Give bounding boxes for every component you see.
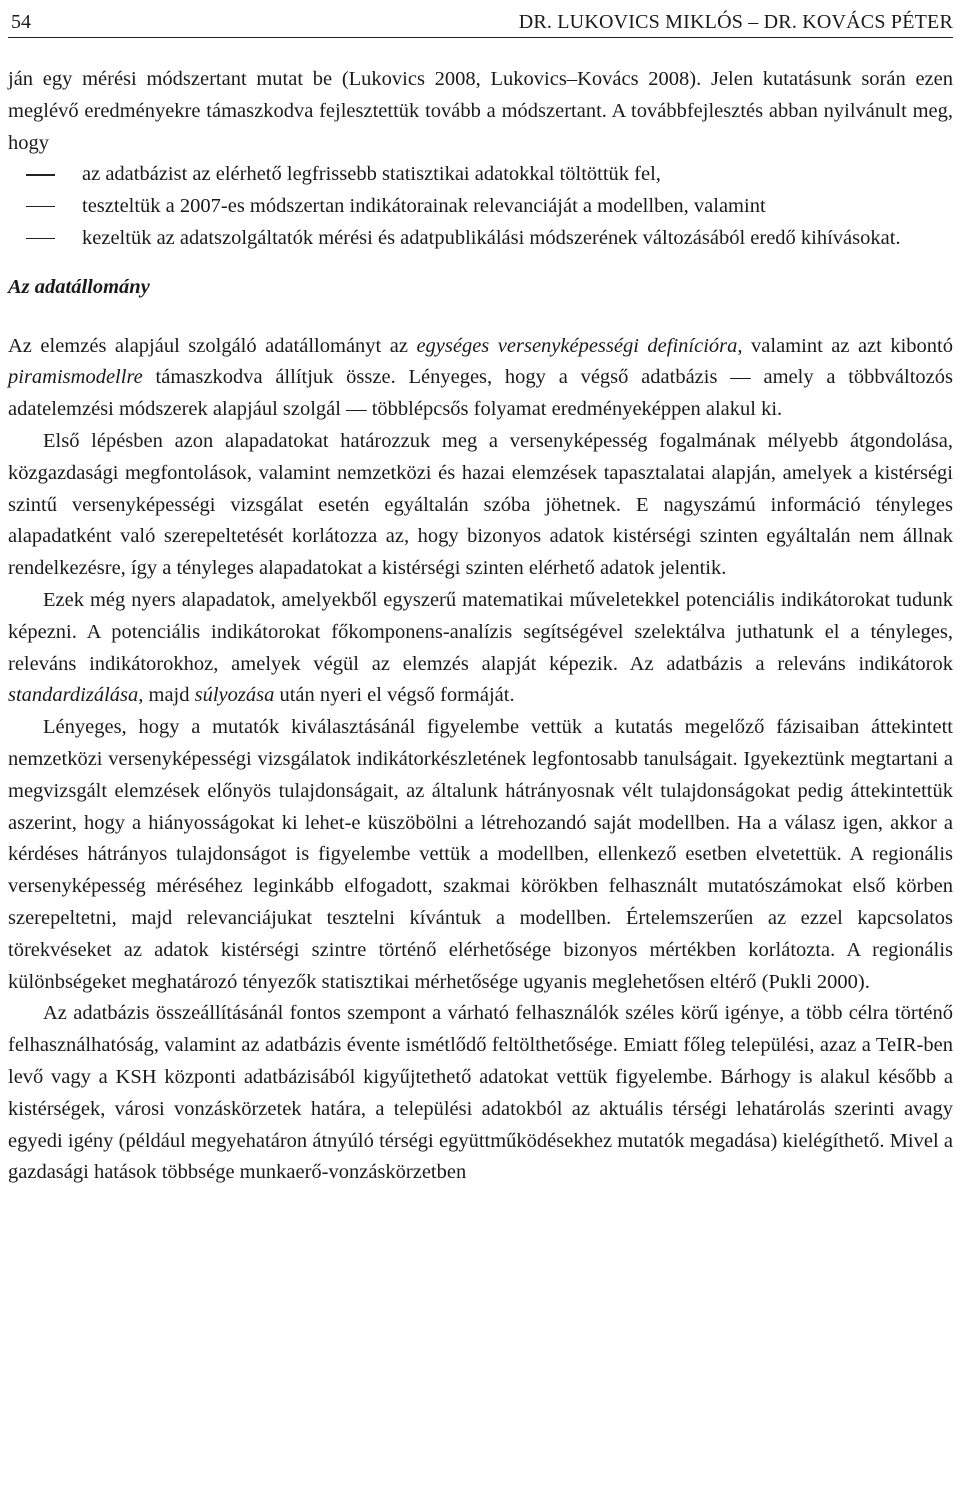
list-item-text: kezeltük az adatszolgáltatók mérési és adatpublikálási módszerének változásából eredő kihívásokat. bbox=[82, 226, 901, 249]
emphasis-weighting: súlyozása bbox=[194, 684, 275, 707]
paragraph-database-compilation: Az adatbázis összeállításánál fontos szempont a várható felhasználók széles körű igénye, a több célra történő felhasználhatóság, valamint az adatbázis évente ismétlődő feltölthetősége. Emiatt főleg települési, azaz a TeIR-ben levő vagy a KSH központi adatbázisából kigyűjtethető adatokat vettük figyelembe. Bárhogy is alakul később a kistérségek, városi vonzáskörzetek határa, a települési adatokból az aktuális térségi lehatárolás szerinti avagy egyedi igény (például megyehatáron átnyúló térségi együttműködésekhez mutatók megadása) kielégíthető. Mivel a gazdasági hatások többsége munkaerő-vonzáskörzetben bbox=[8, 1002, 953, 1184]
dash-bullet-icon bbox=[26, 174, 55, 175]
text-run: , majd bbox=[138, 684, 195, 707]
text-run: , valamint az azt kibontó bbox=[737, 334, 953, 357]
paragraph-dataset bbox=[8, 331, 953, 426]
text-run: támaszkodva állítjuk össze. Lényeges, hogy a végső adatbázis ― amely a többváltozós adatelemzési módszerek alapjául szolgál ― többlépcsős folyamat eredményeképpen alakul ki. bbox=[8, 366, 953, 421]
dash-bullet-icon bbox=[26, 238, 55, 239]
page-number: 54 bbox=[11, 11, 31, 33]
running-head: DR. LUKOVICS MIKLÓS – DR. KOVÁCS PÉTER bbox=[518, 11, 953, 33]
paragraph-indicator-selection: Lényeges, hogy a mutatók kiválasztásánál figyelembe vettük a kutatás megelőző fázisaiban áttekintett nemzetközi versenyképességi vizsgálatok indikátorkészletének legfontosabb tanulságait. Igyekeztünk megtartani a megvizsgált elemzések előnyös tulajdonságait, az általunk hátrányosnak vélt tulajdonságokat pedig áttekintettük aszerint, hogy a hiányosságokat ki lehet-e küszöbölni a létrehozandó saját modellben. Ha a válasz igen, akkor a kérdéses hátrányos tulajdonságot is figyelembe vettük a modellben, ellenkező esetben elvetettük. A regionális versenyképesség méréséhez leginkább elfogadott, szakmai körökben felhasznált mutatószámokat első körben szerepeltetni, majd relevanciájukat tesztelni kívántuk a modellben. Értelemszerűen az ezzel kapcsolatos törekvéseket az adatok kistérségi szintre történő elérhetősége bizonyos mértékben korlátozta. A regionális különbségeket meghatározó tényezők statisztikai mérhetősége ugyanis meglehetősen eltérő (Pukli 2000). bbox=[8, 716, 953, 993]
dash-bullet-icon bbox=[26, 206, 55, 207]
emphasis-standardization: standardizálása bbox=[8, 684, 139, 707]
document-page bbox=[8, 0, 953, 1189]
emphasis-pyramid-model: piramismodellre bbox=[8, 366, 143, 389]
text-run: Ezek még nyers alapadatok, amelyekből egyszerű matematikai műveletekkel potenciális indikátorokat tudunk képezni. A potenciális indikátorokat főkomponens-analízis segítségével szelektálva juthatunk el a tényleges, releváns indikátorokhoz, amelyek végül az elemzés alapját képezik. Az adatbázis a releváns indikátorok bbox=[8, 588, 953, 675]
page-header bbox=[8, 2, 953, 38]
list-item bbox=[8, 191, 953, 223]
paragraph-first-step: Első lépésben azon alapadatokat határozzuk meg a versenyképesség fogalmának mélyebb átgondolása, közgazdasági megfontolások, valamint nemzetközi és hazai elemzések tapasztalatai alapján, amelyek a kistérségi szintű versenyképességi vizsgálat esetén egyáltalán szóba jöhetnek. E nagyszámú információ tényleges alapadatként való szerepeltetését korlátozza az, hogy bizonyos adatok kistérségi szinten egyáltalán nem állnak rendelkezésre, így a tényleges alapadatokat a kistérségi szinten elérhető adatok jelentik. bbox=[8, 429, 953, 580]
dash-list bbox=[8, 159, 953, 254]
list-item-text: az adatbázist az elérhető legfrissebb statisztikai adatokkal töltöttük fel, bbox=[82, 163, 661, 186]
paragraph-raw-data bbox=[8, 585, 953, 712]
section-heading: Az adatállomány bbox=[8, 275, 150, 298]
intro-paragraph: ján egy mérési módszertant mutat be (Lukovics 2008, Lukovics–Kovács 2008). Jelen kutatásunk során ezen meglévő eredményekre támaszkodva fejlesztettük tovább a módszertant. A továbbfejlesztés abban nyilvánult meg, hogy bbox=[8, 68, 953, 154]
list-item bbox=[8, 223, 953, 255]
body-text bbox=[8, 64, 953, 1189]
text-run: után nyeri el végső formáját. bbox=[274, 684, 515, 707]
emphasis-definition: egységes versenyképességi definícióra bbox=[416, 334, 738, 357]
list-item bbox=[8, 159, 953, 191]
list-item-text: teszteltük a 2007-es módszertan indikátorainak relevanciáját a modellben, valamint bbox=[82, 195, 766, 218]
text-run: Az elemzés alapjául szolgáló adatállományt az bbox=[8, 334, 417, 357]
